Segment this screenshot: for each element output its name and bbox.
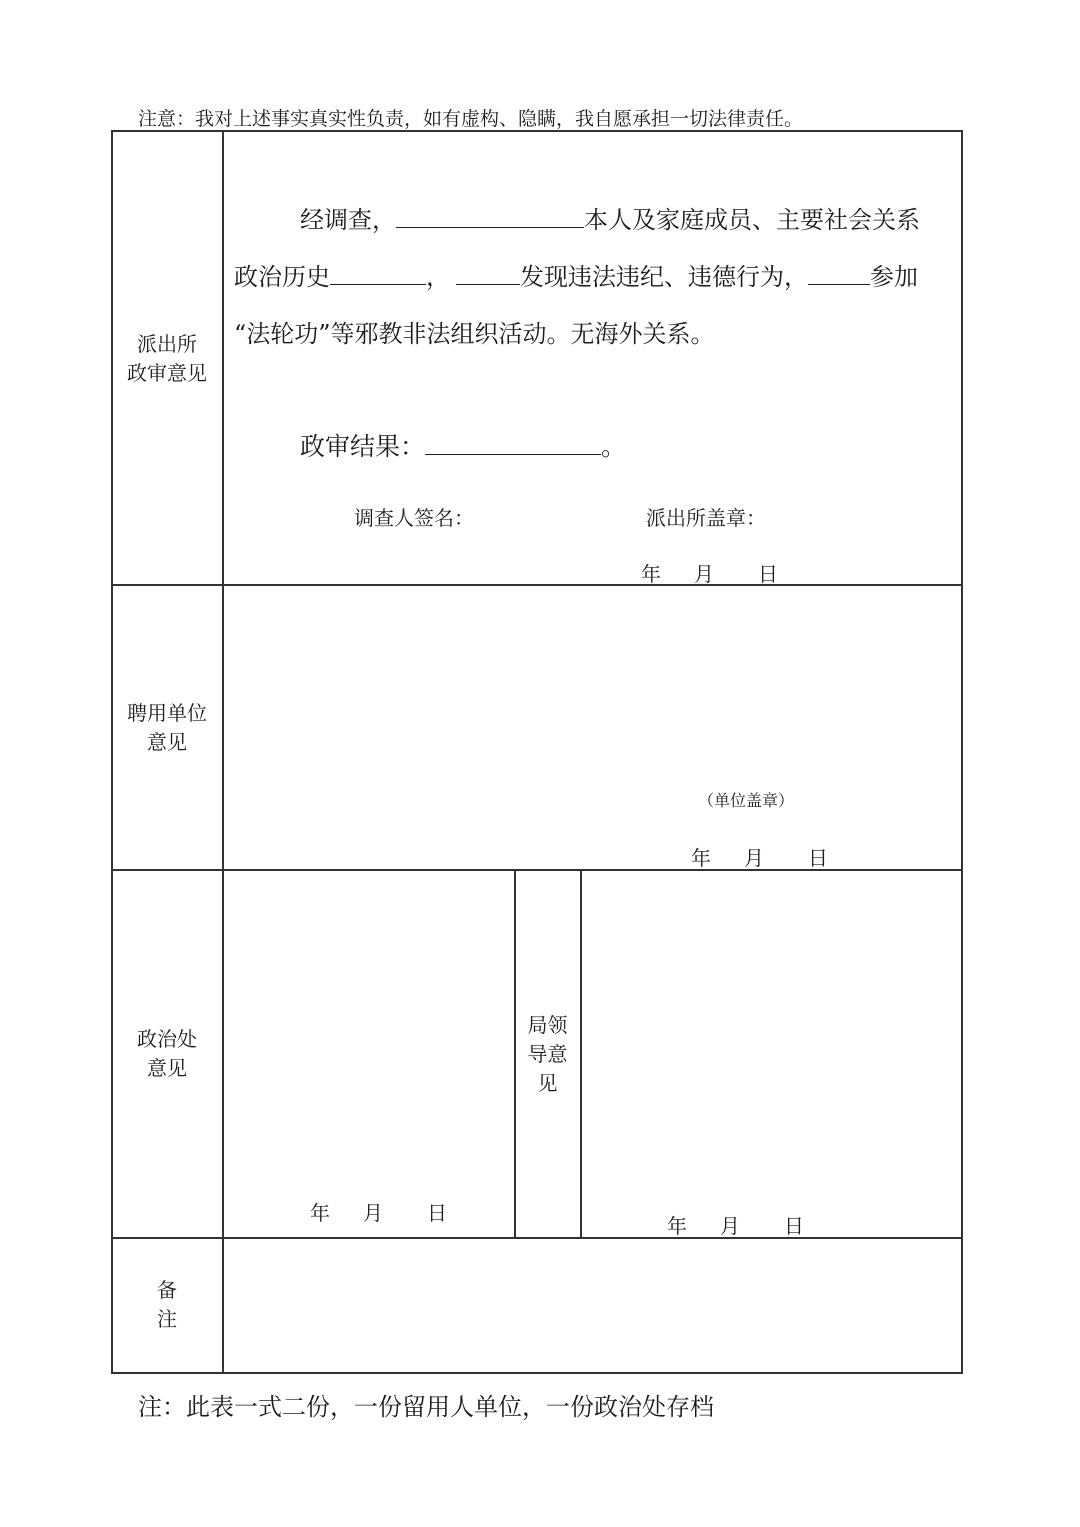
investigator-signature-label: 调查人签名： (354, 506, 474, 530)
bureau-date: 年 月 日 (667, 1214, 804, 1238)
violation-blank[interactable] (456, 260, 520, 285)
review-result: 政审结果： 。 (300, 427, 626, 463)
employer-opinion-label: 聘用单位 意见 (127, 701, 207, 754)
table-border-top (111, 130, 963, 132)
row-divider-1 (111, 584, 963, 586)
label-column-divider (222, 130, 224, 1374)
police-review-label: 派出所 政审意见 (127, 332, 207, 385)
police-text-line-2: 政治历史 ， 发现违法违纪、违德行为， 参加 (234, 257, 918, 292)
police-text-line-3: “法轮功”等邪教非法组织活动。无海外关系。 (234, 320, 715, 348)
police-stamp-label: 派出所盖章： (646, 506, 766, 530)
table-border-right (961, 130, 963, 1374)
political-history-blank[interactable] (330, 260, 426, 285)
top-notice: 注意：我对上述事实真实性负责，如有虚构、隐瞒，我自愿承担一切法律责任。 (138, 108, 804, 130)
bureau-column-divider (580, 869, 582, 1238)
review-result-blank[interactable] (425, 429, 601, 455)
police-date: 年 月 日 (641, 562, 778, 586)
row-divider-3 (111, 1237, 963, 1239)
participation-blank[interactable] (808, 260, 870, 285)
employer-date: 年 月 日 (691, 846, 828, 870)
remarks-label: 备 注 (157, 1278, 177, 1331)
footer-note: 注：此表一式二份，一份留用人单位，一份政治处存档 (138, 1393, 714, 1421)
employer-stamp-label: （单位盖章） (698, 791, 795, 810)
name-blank[interactable] (396, 203, 584, 228)
politics-date: 年 月 日 (310, 1201, 447, 1225)
police-text-line-1: 经调查， 本人及家庭成员、主要社会关系 (300, 200, 920, 235)
row-divider-2 (111, 869, 963, 871)
table-border-bottom (111, 1372, 963, 1374)
politics-office-label: 政治处 意见 (137, 1027, 197, 1080)
bureau-leader-label: 局领 导意 见 (527, 1013, 568, 1095)
